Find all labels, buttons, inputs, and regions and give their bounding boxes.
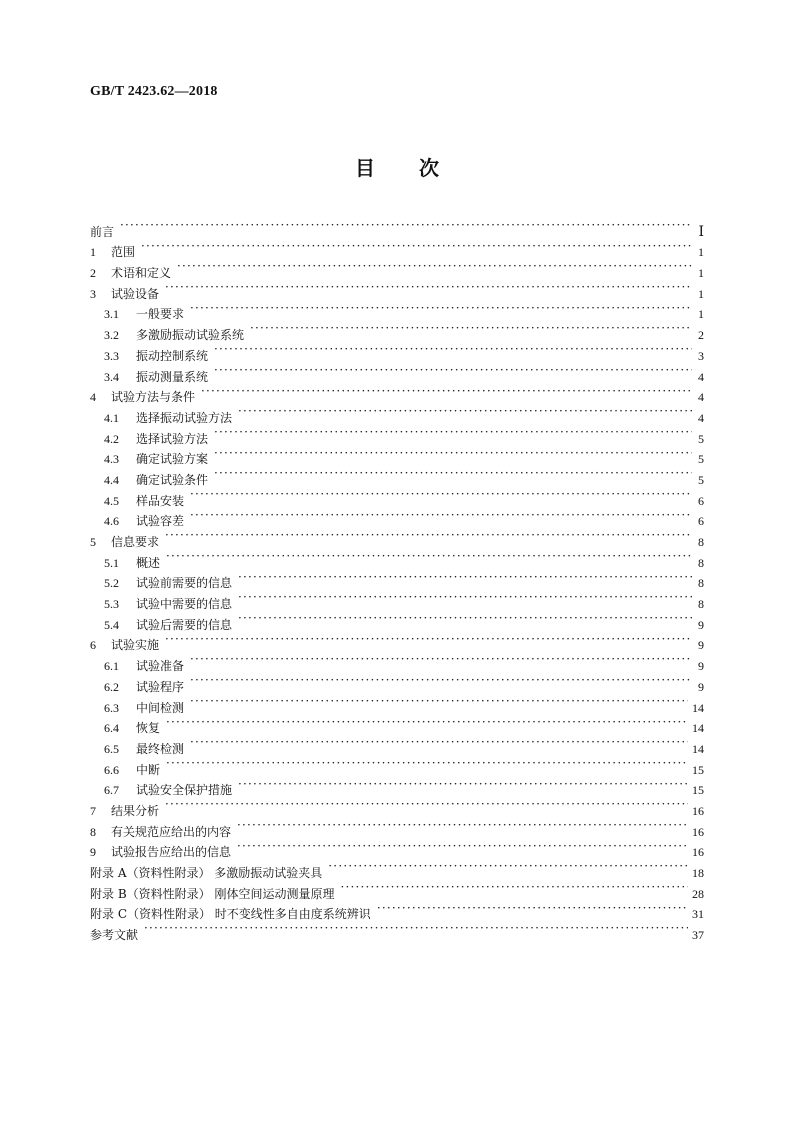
toc-dot-leader: [166, 546, 692, 567]
toc-entry-label: 信息要求: [111, 535, 160, 549]
toc-entry-label: 试验方法与条件: [111, 390, 196, 405]
toc-entry[interactable]: [90, 546, 704, 570]
toc-entry-page: 5: [698, 472, 704, 487]
toc-entry-number: 7: [90, 803, 96, 818]
toc-entry-number: 4.6: [104, 514, 119, 529]
toc-entry-page: 6: [698, 514, 704, 529]
toc-entry[interactable]: [90, 774, 704, 798]
toc-entry-page: 14: [692, 721, 704, 736]
toc-entry-page: 16: [692, 803, 704, 818]
toc-entry-number: 1: [90, 245, 96, 260]
toc-entry-label: 确定试验方案: [136, 452, 209, 467]
toc-entry-page: 15: [692, 762, 704, 777]
toc-dot-leader: [165, 794, 688, 815]
toc-entry-label: 附录 C（资料性附录） 时不变线性多自由度系统辨识: [90, 907, 371, 922]
toc-dot-leader: [165, 629, 692, 650]
toc-entry-page: 8: [698, 555, 704, 570]
toc-dot-leader: [250, 318, 692, 339]
toc-entry[interactable]: [90, 215, 704, 240]
toc-entry[interactable]: [90, 277, 704, 301]
toc-entry[interactable]: [90, 794, 704, 818]
toc-dot-leader: [328, 856, 688, 877]
toc-entry-label: 试验准备: [136, 659, 185, 674]
toc-entry-number: 6.3: [104, 700, 119, 715]
toc-entry-number: 4.2: [104, 431, 119, 446]
toc-entry-label: 最终检测: [136, 741, 185, 756]
toc-dot-leader: [190, 732, 688, 753]
toc-entry[interactable]: [90, 256, 704, 281]
toc-entry-label: 概述: [136, 555, 161, 570]
toc-entry[interactable]: [90, 732, 704, 756]
toc-dot-leader: [214, 443, 692, 464]
toc-entry-number: 6.2: [104, 679, 119, 694]
toc-entry-page: 3: [698, 348, 704, 363]
toc-entry-page: 15: [692, 783, 704, 798]
toc-entry-label: 一般要求: [136, 307, 185, 322]
toc-entry-label: 样品安装: [136, 493, 185, 508]
toc-entry-page: 8: [698, 535, 704, 549]
toc-entry-label: 振动测量系统: [136, 369, 209, 384]
toc-entry[interactable]: [90, 236, 704, 260]
toc-entry-page: 14: [692, 700, 704, 715]
toc-entry-number: 5.3: [104, 597, 119, 612]
toc-entry-page: 9: [698, 617, 704, 632]
toc-entry-number: 4.4: [104, 472, 119, 487]
toc-dot-leader: [214, 422, 692, 443]
toc-dot-leader: [190, 484, 692, 505]
toc-entry-page: 1: [698, 286, 704, 301]
toc-dot-leader: [201, 381, 692, 402]
toc-entry-page: 4: [698, 369, 704, 384]
toc-entry-number: 3.3: [104, 348, 119, 363]
toc-entry-page: 5: [698, 431, 704, 446]
toc-entry-number: 5.2: [104, 576, 119, 591]
toc-entry-label: 范围: [111, 245, 136, 260]
toc-dot-leader: [120, 215, 692, 236]
toc-dot-leader: [166, 753, 688, 774]
toc-entry-page: 1: [698, 266, 704, 281]
toc-entry-number: 8: [90, 824, 96, 839]
toc-entry-number: 6: [90, 638, 96, 653]
toc-entry-page: 5: [698, 452, 704, 467]
toc-entry-label: 选择试验方法: [136, 431, 209, 446]
toc-dot-leader: [141, 236, 692, 257]
toc-entry-page: 6: [698, 493, 704, 508]
page-title: [0, 152, 794, 181]
toc-entry-number: 2: [90, 266, 96, 281]
toc-entry-number: 6.7: [104, 783, 119, 798]
toc-dot-leader: [144, 918, 688, 939]
toc-entry-page: 28: [692, 886, 704, 901]
toc-entry-label: 试验容差: [136, 514, 185, 529]
toc-entry-page: 2: [698, 328, 704, 343]
toc-entry-label: 有关规范应给出的内容: [111, 824, 232, 839]
toc-entry-page: 9: [698, 659, 704, 674]
toc-entry-label: 多激励振动试验系统: [136, 328, 245, 343]
toc-dot-leader: [214, 339, 692, 360]
toc-entry[interactable]: [90, 753, 704, 777]
title-char-1: 目: [355, 156, 375, 180]
toc-entry-label: 试验设备: [111, 286, 160, 301]
toc-entry-label: 附录 A（资料性附录） 多激励振动试验夹具: [90, 866, 323, 880]
toc-dot-leader: [214, 463, 692, 484]
toc-entry-label: 恢复: [136, 721, 161, 736]
toc-entry-label: 结果分析: [111, 803, 160, 818]
toc-dot-leader: [165, 277, 692, 298]
toc-dot-leader: [238, 587, 692, 608]
toc-dot-leader: [238, 774, 688, 795]
toc-entry-page: 4: [698, 410, 704, 425]
toc-dot-leader: [190, 649, 692, 670]
toc-entry-number: 4: [90, 390, 96, 405]
toc-entry-number: 3.2: [104, 328, 119, 343]
table-of-contents: [90, 215, 704, 943]
toc-entry[interactable]: [90, 525, 704, 549]
toc-dot-leader: [377, 898, 688, 919]
toc-dot-leader: [177, 256, 692, 277]
toc-entry-page: 31: [692, 907, 704, 922]
toc-dot-leader: [238, 567, 692, 588]
toc-entry-label: 试验程序: [136, 679, 185, 694]
toc-entry-label: 选择振动试验方法: [136, 410, 233, 425]
toc-entry-number: 4.1: [104, 410, 119, 425]
toc-entry-number: 4.5: [104, 493, 119, 508]
toc-entry-number: 3.1: [104, 307, 119, 322]
toc-entry[interactable]: [90, 712, 704, 736]
toc-entry-label: 试验报告应给出的信息: [111, 845, 232, 860]
standard-code: GB/T 2423.62—2018: [90, 84, 218, 99]
toc-entry-page: 8: [698, 597, 704, 612]
toc-entry-page: 8: [698, 576, 704, 591]
toc-entry-label: 试验安全保护措施: [136, 783, 233, 798]
toc-entry[interactable]: [90, 567, 704, 591]
toc-entry-page: 4: [698, 390, 704, 405]
toc-dot-leader: [237, 836, 688, 857]
toc-entry-page: 16: [692, 824, 704, 839]
toc-dot-leader: [190, 691, 688, 712]
toc-entry-label: 振动控制系统: [136, 348, 209, 363]
toc-dot-leader: [190, 670, 692, 691]
toc-dot-leader: [214, 360, 692, 381]
toc-dot-leader: [165, 525, 692, 546]
toc-entry-page: 18: [692, 866, 704, 880]
toc-dot-leader: [238, 608, 692, 629]
toc-dot-leader: [190, 505, 692, 526]
toc-entry-number: 6.5: [104, 741, 119, 756]
toc-entry-number: 5.4: [104, 617, 119, 632]
toc-entry[interactable]: [90, 815, 704, 839]
toc-entry-number: 5.1: [104, 555, 119, 570]
toc-entry-number: 4.3: [104, 452, 119, 467]
toc-entry-label: 附录 B（资料性附录） 刚体空间运动测量原理: [90, 886, 335, 901]
toc-entry-number: 6.1: [104, 659, 119, 674]
toc-entry-label: 试验前需要的信息: [136, 576, 233, 591]
toc-entry-label: 确定试验条件: [136, 472, 209, 487]
toc-entry-page: 14: [692, 741, 704, 756]
toc-entry-label: 术语和定义: [111, 266, 172, 281]
toc-dot-leader: [166, 712, 688, 733]
toc-entry[interactable]: [90, 918, 704, 943]
toc-entry-number: 5: [90, 535, 96, 549]
toc-entry-page: 1: [698, 245, 704, 260]
toc-entry-page: Ⅰ: [698, 224, 704, 240]
toc-entry-page: 1: [698, 307, 704, 322]
toc-entry-label: 试验实施: [111, 638, 160, 653]
toc-entry[interactable]: [90, 649, 704, 674]
toc-entry-page: 16: [692, 845, 704, 860]
toc-entry-label: 试验中需要的信息: [136, 597, 233, 612]
toc-entry-page: 37: [692, 928, 704, 943]
toc-entry-page: 9: [698, 638, 704, 653]
toc-entry-number: 3: [90, 286, 96, 301]
title-char-2: 次: [419, 156, 439, 180]
toc-entry-label: 前言: [90, 224, 115, 239]
toc-entry-page: 9: [698, 679, 704, 694]
toc-entry-number: 6.4: [104, 721, 119, 736]
toc-dot-leader: [237, 815, 688, 836]
toc-entry-label: 中断: [136, 762, 161, 777]
toc-entry-label: 参考文献: [90, 928, 139, 943]
toc-entry[interactable]: [90, 629, 704, 653]
toc-entry[interactable]: [90, 298, 704, 322]
toc-entry-number: 6.6: [104, 762, 119, 777]
toc-entry-number: 3.4: [104, 369, 119, 384]
toc-entry-label: 试验后需要的信息: [136, 617, 233, 632]
toc-dot-leader: [340, 877, 688, 898]
toc-entry-number: 9: [90, 845, 96, 860]
toc-entry-label: 中间检测: [136, 700, 185, 715]
toc-dot-leader: [238, 401, 692, 422]
toc-dot-leader: [190, 298, 692, 319]
